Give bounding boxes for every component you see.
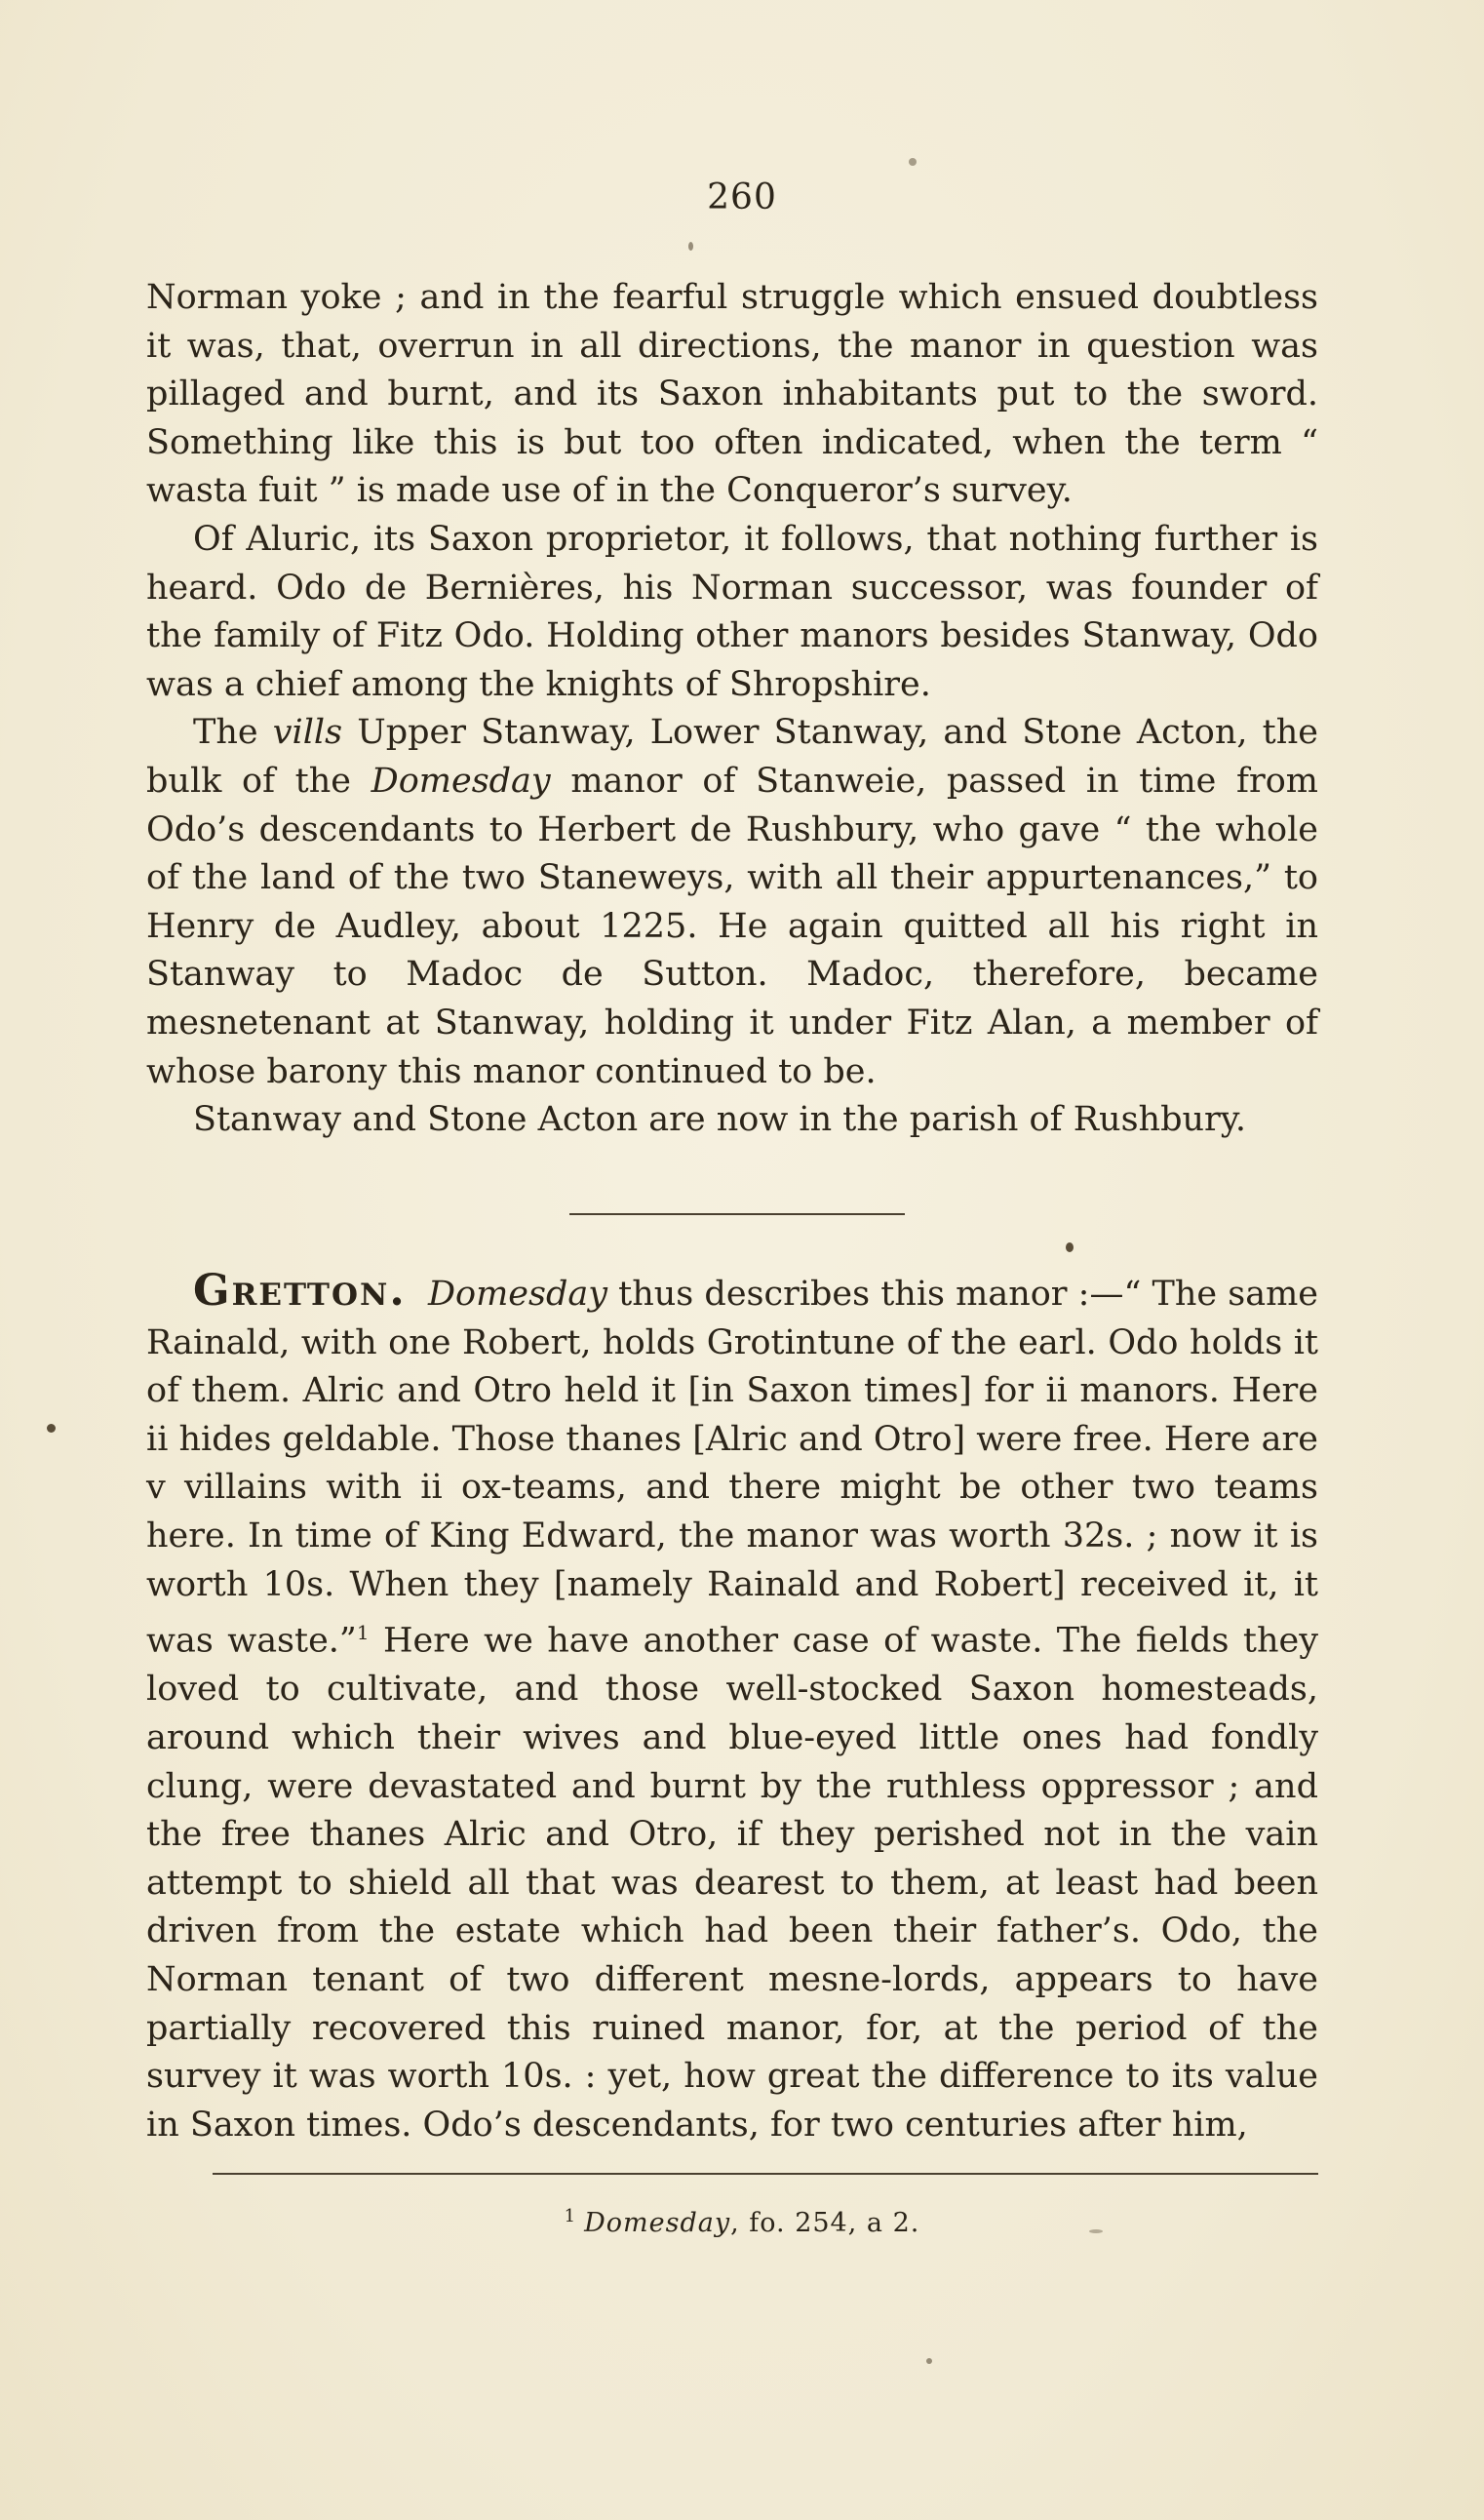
- page-number: 260: [707, 177, 777, 217]
- paragraph-3-part-a: The: [193, 713, 273, 753]
- paragraph-3-part-c: manor of Stanweie, passed in time from Odo’s descendants to Herbert de Rushbury, who gave “ the whole of the land of the two Staneweys, with all their appurtenances,” to Henry de Audley, about 1225. He again quitted all his right in Stanway to Madoc de Sutton. Madoc, therefore, became mesnetenant at Stanway, holding it under Fitz Alan, a member of whose barony this manor continued to be.: [146, 761, 1318, 1091]
- paragraph-1: Norman yoke ; and in the fearful struggle which ensued doubtless it was, that, overrun in all directions, the manor in question was pillaged and burnt, and its Saxon inhabitants put to the sword. Something like this is but too often indicated, when the term “ wasta fuit ” is made use of in the Conqueror’s survey.: [146, 278, 1318, 511]
- footnote-reference: 1: [356, 1621, 370, 1645]
- paper-speck: [909, 158, 917, 166]
- footnote: [0, 2206, 1484, 2238]
- paragraph-3-vills: vills: [272, 713, 343, 753]
- paper-speck: [47, 1424, 56, 1433]
- paper-speck: [688, 242, 693, 251]
- paper-speck: [926, 2358, 932, 2364]
- paper-speck: [1066, 1242, 1074, 1252]
- footnote-ref: , fo. 254, a 2.: [730, 2208, 920, 2238]
- paper-speck: [1089, 2229, 1103, 2233]
- section-body-b: Here we have another case of waste. The fields they loved to cultivate, and those well-stocked Saxon homesteads, around which their wives and blue-eyed little ones had fondly clung, were devastated and burnt by the ruthless oppressor ; and the free thanes Alric and Otro, if they perished not in the vain attempt to shield all that was dearest to them, at least had been driven from the estate which had been their father’s. Odo, the Norman tenant of two different mesne-lords, appears to have partially recovered this ruined manor, for, at the period of the survey it was worth 10s. : yet, how great the difference to its value in Saxon times. Odo’s descendants, for two centuries after him,: [146, 1621, 1318, 2145]
- section-heading: Gretton.: [193, 1266, 407, 1316]
- section-divider: [569, 1213, 905, 1215]
- footnote-divider: [213, 2173, 1318, 2175]
- paragraph-3-domesday: Domesday: [371, 761, 551, 801]
- paragraph-2: Of Aluric, its Saxon proprietor, it follows, that nothing further is heard. Odo de Bernières, his Norman successor, was founder of the family of Fitz Odo. Holding other manors besides Stanway, Odo was a chief among the knights of Shropshire.: [146, 519, 1318, 704]
- paragraph-3-part-b: Upper Stanway, Lower Stanway, and Stone Acton, the bulk of the: [146, 713, 1318, 801]
- footnote-mark: 1: [564, 2206, 577, 2226]
- footnote-source: Domesday: [584, 2208, 731, 2238]
- text-block-gretton: [146, 1267, 1318, 2149]
- gretton-paragraph: [146, 1267, 1318, 2149]
- paragraph-4: Stanway and Stone Acton are now in the parish of Rushbury.: [193, 1100, 1247, 1140]
- section-body-a: thus describes this manor :—“ The same Rainald, with one Robert, holds Grotintune of the earl. Odo holds it of them. Alric and Otro held it [in Saxon times] for ii manors. Here ii hides geldable. Those thanes [Alric and Otro] were free. Here are v villains with ii ox-teams, and there might be other two teams here. In time of King Edward, the manor was worth 32s. ; now it is worth 10s. When they [namely Rainald and Robert] received it, it was waste.”: [146, 1275, 1318, 1661]
- text-block-stanway: [146, 274, 1318, 1145]
- paragraph-3: [146, 709, 1318, 1096]
- section-domesday: Domesday: [427, 1275, 608, 1314]
